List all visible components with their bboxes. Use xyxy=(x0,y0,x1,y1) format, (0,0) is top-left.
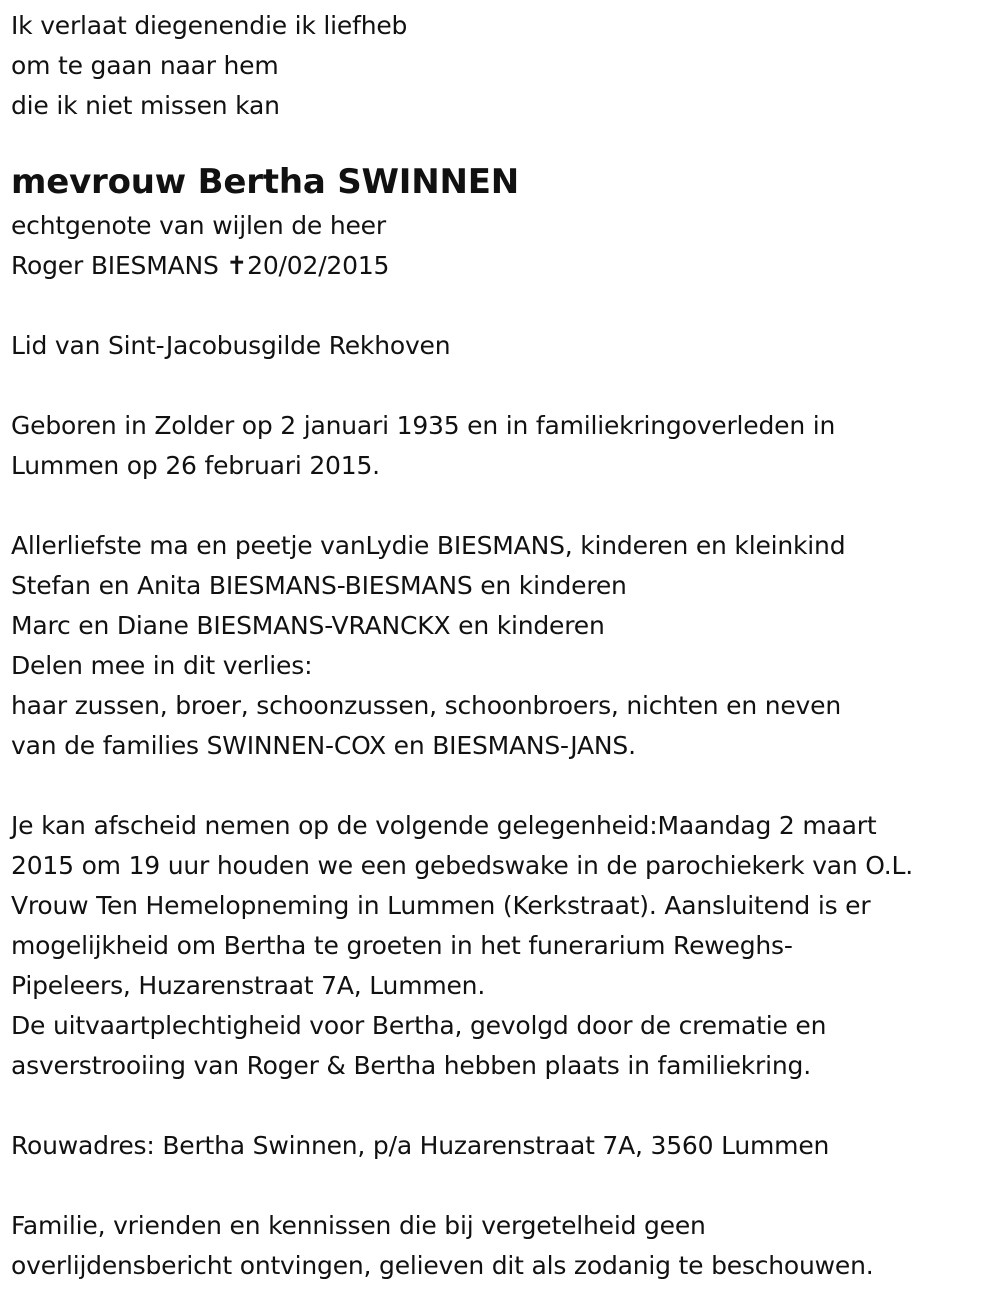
spacer xyxy=(11,286,996,326)
family-line-1: Allerliefste ma en peetje vanLydie BIESMANS, kinderen en kleinkind xyxy=(11,531,846,560)
poem-section xyxy=(11,6,996,126)
spacer xyxy=(11,1166,996,1206)
farewell-section xyxy=(11,806,996,1086)
farewell-line-5: Pipeleers, Huzarenstraat 7A, Lummen. xyxy=(11,971,486,1000)
spacer xyxy=(11,366,996,406)
farewell-line-2: 2015 om 19 uur houden we een gebedswake in de parochiekerk van O.L. xyxy=(11,851,913,880)
farewell-line-6: De uitvaartplechtigheid voor Bertha, gevolgd door de crematie en xyxy=(11,1011,827,1040)
farewell-line-4: mogelijkheid om Bertha te groeten in het funerarium Reweghs- xyxy=(11,931,793,960)
spouse-line-2: Roger BIESMANS ✝20/02/2015 xyxy=(11,251,390,280)
family-line-5: haar zussen, broer, schoonzussen, schoonbroers, nichten en neven xyxy=(11,691,841,720)
spouse-line-1: echtgenote van wijlen de heer xyxy=(11,211,386,240)
deceased-name: mevrouw Bertha SWINNEN xyxy=(11,162,520,202)
spouse-section xyxy=(11,206,996,286)
farewell-line-3: Vrouw Ten Hemelopneming in Lummen (Kerkstraat). Aansluitend is er xyxy=(11,891,871,920)
poem-line-2: om te gaan naar hem xyxy=(11,51,279,80)
farewell-line-1: Je kan afscheid nemen op de volgende gelegenheid:Maandag 2 maart xyxy=(11,811,877,840)
poem-line-1: Ik verlaat diegenendie ik liefheb xyxy=(11,11,408,40)
spacer xyxy=(11,1086,996,1126)
birth-section xyxy=(11,406,996,486)
poem-line-3: die ik niet missen kan xyxy=(11,91,280,120)
spacer xyxy=(11,766,996,806)
farewell-line-7: asverstrooiing van Roger & Bertha hebben plaats in familiekring. xyxy=(11,1051,811,1080)
family-section xyxy=(11,526,996,766)
obituary-notice xyxy=(11,6,996,1286)
family-line-6: van de families SWINNEN-COX en BIESMANS-JANS. xyxy=(11,731,636,760)
birth-line-1: Geboren in Zolder op 2 januari 1935 en in familiekringoverleden in xyxy=(11,411,836,440)
membership-line: Lid van Sint-Jacobusgilde Rekhoven xyxy=(11,331,451,360)
closing-line-1: Familie, vrienden en kennissen die bij vergetelheid geen xyxy=(11,1211,706,1240)
family-line-2: Stefan en Anita BIESMANS-BIESMANS en kinderen xyxy=(11,571,627,600)
closing-line-2: overlijdensbericht ontvingen, gelieven dit als zodanig te beschouwen. xyxy=(11,1251,874,1280)
family-line-3: Marc en Diane BIESMANS-VRANCKX en kinderen xyxy=(11,611,605,640)
birth-line-2: Lummen op 26 februari 2015. xyxy=(11,451,380,480)
spacer xyxy=(11,486,996,526)
closing-section xyxy=(11,1206,996,1286)
mourning-address: Rouwadres: Bertha Swinnen, p/a Huzarenstraat 7A, 3560 Lummen xyxy=(11,1131,830,1160)
family-line-4: Delen mee in dit verlies: xyxy=(11,651,313,680)
